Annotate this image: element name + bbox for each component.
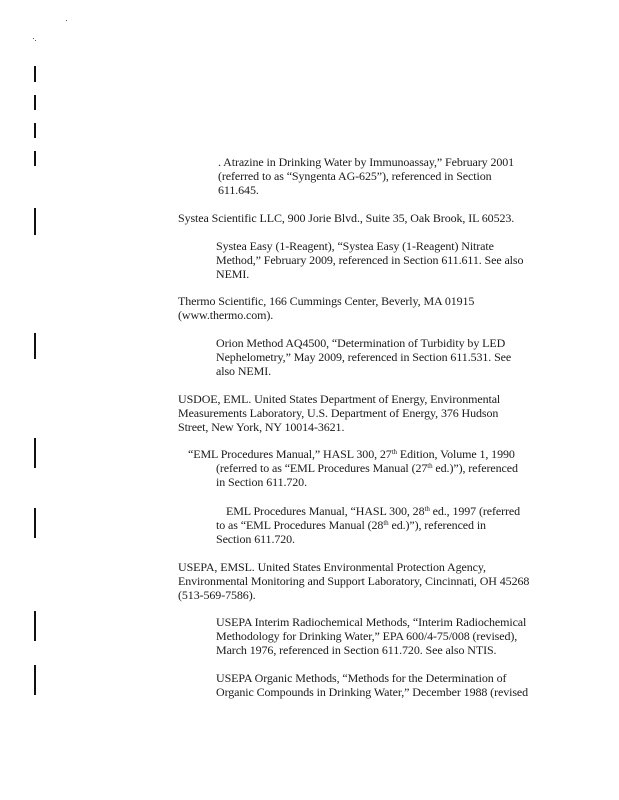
text-line: NEMI. [216, 267, 250, 281]
reference-entry-atrazine [218, 155, 514, 197]
text-line: Measurements Laboratory, U.S. Department of Energy, 376 Hudson [178, 406, 499, 420]
scan-speck [35, 40, 36, 41]
text-line: USEPA, EMSL. United States Environmental Protection Agency, [178, 560, 486, 574]
text-line: . Atrazine in Drinking Water by Immunoassay,” February 2001 [218, 155, 515, 169]
revision-bar [34, 95, 36, 110]
text-line: EML Procedures Manual, “HASL 300, 28th ed., 1997 (referred [226, 504, 521, 518]
revision-bar [34, 665, 36, 695]
text-line: March 1976, referenced in Section 611.720. See also NTIS. [216, 643, 497, 657]
text-line: USEPA Organic Methods, “Methods for the Determination of [216, 671, 507, 685]
reference-entry-orion [216, 336, 511, 378]
text-line: (referred to as “Syngenta AG-625”), referenced in Section [218, 169, 492, 183]
text-line: Thermo Scientific, 166 Cummings Center, Beverly, MA 01915 [178, 294, 475, 308]
scan-speck [66, 20, 67, 21]
text-line: Method,” February 2009, referenced in Section 611.611. See also [216, 253, 524, 267]
revision-bar [34, 208, 36, 235]
text-line: Organic Compounds in Drinking Water,” December 1988 (revised [216, 685, 529, 699]
text-line: also NEMI. [216, 364, 271, 378]
revision-bar [34, 438, 36, 468]
revision-bar [34, 151, 36, 166]
reference-entry-systea-easy [216, 239, 523, 281]
text-line: Nephelometry,” May 2009, referenced in Section 611.531. See [216, 350, 512, 364]
reference-entry-interim-radiochemical [216, 615, 526, 657]
text-line: (referred to as “EML Procedures Manual (27th ed.)”), referenced [216, 461, 518, 475]
scan-speck [33, 38, 34, 39]
organization-thermo [178, 294, 474, 322]
text-line: 611.645. [218, 183, 259, 197]
organization-usdoe-eml [178, 392, 500, 434]
text-line: Orion Method AQ4500, “Determination of Turbidity by LED [216, 336, 506, 350]
text-line: Systea Easy (1-Reagent), “Systea Easy (1-Reagent) Nitrate [216, 239, 494, 253]
organization-systea [178, 211, 514, 225]
text-line: USEPA Interim Radiochemical Methods, “Interim Radiochemical [216, 615, 527, 629]
text-line: Environmental Monitoring and Support Laboratory, Cincinnati, OH 45268 [178, 574, 530, 588]
reference-entry-eml-27th [188, 447, 518, 489]
revision-bar [34, 66, 36, 82]
text-line: to as “EML Procedures Manual (28th ed.)”), referenced in [216, 518, 486, 532]
revision-bar [34, 333, 36, 359]
revision-bar [34, 611, 36, 641]
text-line: Street, New York, NY 10014-3621. [178, 420, 345, 434]
reference-entry-organic-methods [216, 671, 528, 699]
text-line: USDOE, EML. United States Department of Energy, Environmental [178, 392, 501, 406]
text-line: “EML Procedures Manual,” HASL 300, 27th Edition, Volume 1, 1990 [188, 447, 515, 461]
text-line: Methodology for Drinking Water,” EPA 600/4-75/008 (revised), [216, 629, 518, 643]
reference-entry-eml-28th [216, 504, 520, 546]
text-line: in Section 611.720. [216, 475, 307, 489]
organization-usepa-emsl [178, 560, 529, 602]
revision-bar [34, 508, 36, 538]
text-line: (513-569-7586). [178, 588, 256, 602]
text-line: Section 611.720. [216, 532, 295, 546]
text-line: Systea Scientific LLC, 900 Jorie Blvd., Suite 35, Oak Brook, IL 60523. [178, 211, 515, 225]
text-line: (www.thermo.com). [178, 308, 274, 322]
revision-bar [34, 123, 36, 138]
